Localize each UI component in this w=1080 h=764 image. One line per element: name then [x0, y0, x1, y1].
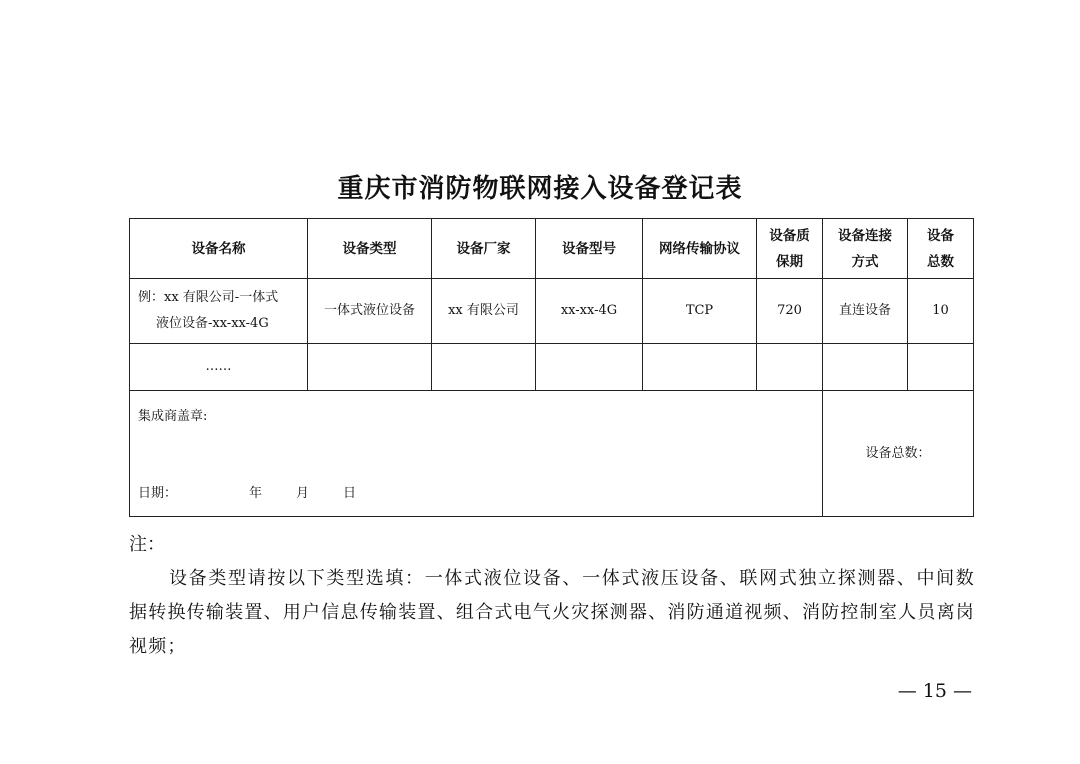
- example-device-vendor: xx 有限公司: [432, 279, 536, 344]
- header-network-protocol: 网络传输协议: [643, 219, 757, 279]
- ellipsis-cell: ……: [130, 344, 308, 391]
- example-protocol: TCP: [643, 279, 757, 344]
- header-connection-line1: 设备连接: [838, 227, 892, 244]
- table-row: [130, 344, 974, 391]
- empty-cell: [308, 344, 432, 391]
- table-footer-row: [130, 391, 974, 517]
- empty-cell: [432, 344, 536, 391]
- empty-cell: [536, 344, 643, 391]
- empty-cell: [643, 344, 757, 391]
- date-line: [138, 482, 356, 506]
- empty-cell: [757, 344, 823, 391]
- integrator-seal-cell: [130, 391, 823, 517]
- header-device-model: 设备型号: [536, 219, 643, 279]
- document-title: 重庆市消防物联网接入设备登记表: [337, 174, 743, 204]
- header-warranty-line2: 保期: [776, 253, 803, 270]
- total-devices-cell: [823, 391, 974, 517]
- empty-cell: [823, 344, 908, 391]
- header-total-line1: 设备: [927, 227, 954, 244]
- header-device-type: 设备类型: [308, 219, 432, 279]
- example-total: 10: [908, 279, 974, 344]
- header-connection-line2: 方式: [851, 253, 879, 270]
- header-total-line2: 总数: [927, 253, 954, 270]
- header-device-vendor: 设备厂家: [432, 219, 536, 279]
- header-total: [908, 219, 974, 279]
- header-warranty: [757, 219, 823, 279]
- example-device-name-line1: 例：xx 有限公司-一体式: [138, 290, 279, 305]
- empty-cell: [908, 344, 974, 391]
- date-year: 年: [249, 486, 263, 501]
- table-row: [130, 279, 974, 344]
- table-header-row: [130, 219, 974, 279]
- registration-table: [129, 218, 974, 517]
- example-device-type: 一体式液位设备: [308, 279, 432, 344]
- example-warranty: 720: [757, 279, 823, 344]
- note-body: 设备类型请按以下类型选填：一体式液位设备、一体式液压设备、联网式独立探测器、中间数据转换传输装置、用户信息传输装置、组合式电气火灾探测器、消防通道视频、消防控制室人员离岗视频；: [129, 568, 975, 657]
- example-device-name: [130, 279, 308, 344]
- example-device-model: xx-xx-4G: [536, 279, 643, 344]
- header-connection: [823, 219, 908, 279]
- example-device-name-line2: 液位设备-xx-xx-4G: [156, 316, 269, 331]
- total-devices-label: 设备总数：: [865, 445, 931, 461]
- note-label: 注：: [129, 534, 165, 555]
- date-day: 日: [343, 486, 357, 501]
- date-month: 月: [296, 486, 310, 501]
- example-connection: 直连设备: [823, 279, 908, 344]
- page-number: — 15 —: [897, 680, 972, 702]
- date-label: 日期：: [138, 486, 178, 501]
- header-warranty-line1: 设备质: [769, 227, 810, 244]
- integrator-seal-label: 集成商盖章:: [138, 409, 208, 424]
- header-device-name: 设备名称: [130, 219, 308, 279]
